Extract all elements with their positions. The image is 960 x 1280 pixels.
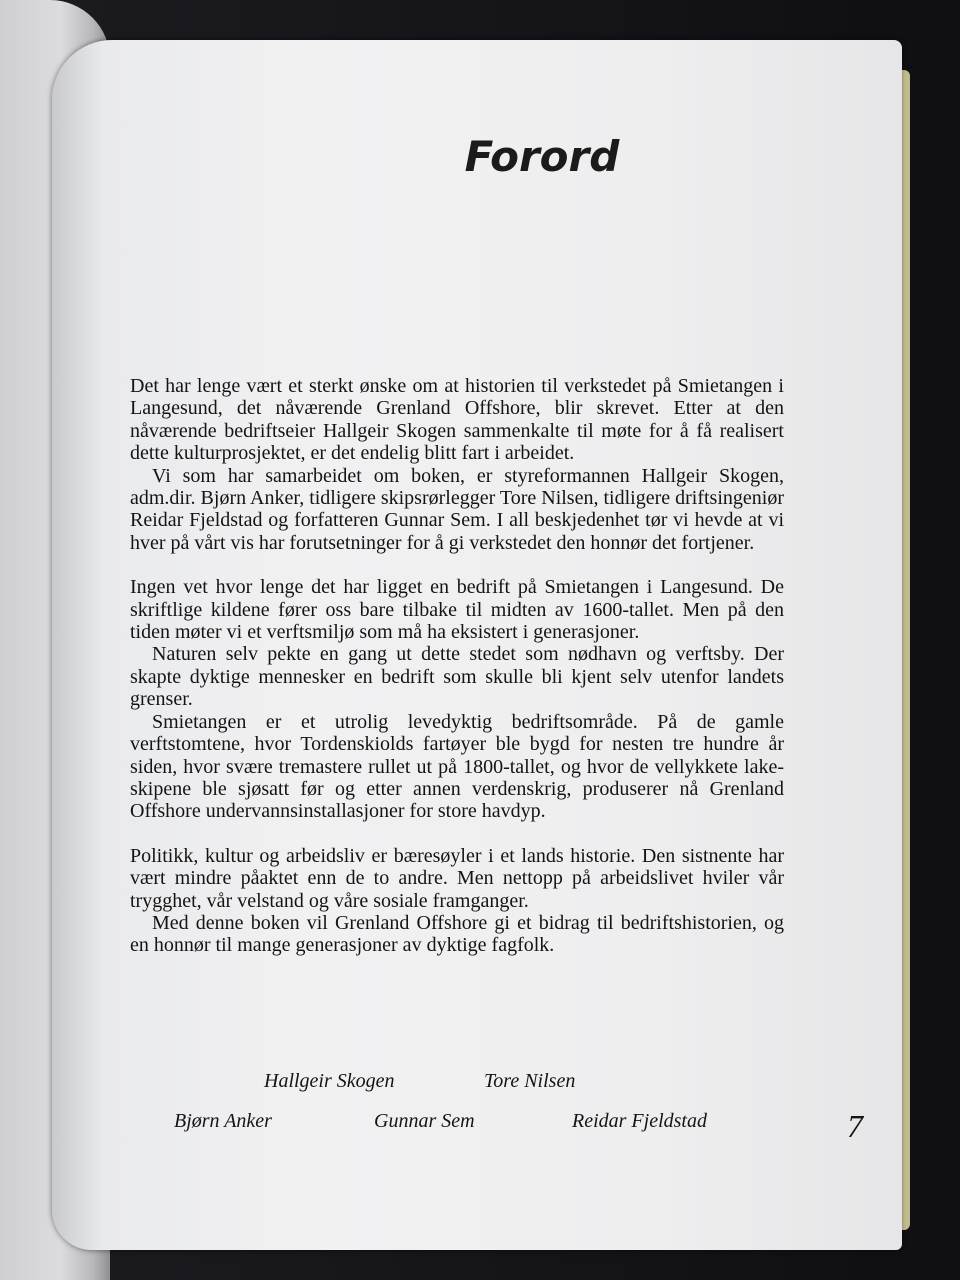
paragraph: Det har lenge vært et sterkt ønske om at historien til verkstedet på Smietangen i Langesund, det nåværende Grenland Offshore, blir skrevet. Etter at den nåværende bedriftseier Hallgeir Skogen sammenkalte til møte for å få realisert dette kulturprosjektet, er det endelig blitt fart i arbeidet. xyxy=(130,375,784,465)
signature-row-2 xyxy=(130,1110,784,1150)
signature-bjorn-anker: Bjørn Anker xyxy=(174,1110,272,1132)
foreword-body xyxy=(130,375,784,957)
paragraph: Naturen selv pekte en gang ut dette stedet som nødhavn og verftsby. Der skapte dyktige mennesker en bedrift som skulle bli kjent selv utenfor landets grenser. xyxy=(130,643,784,711)
page-number: 7 xyxy=(847,1108,863,1144)
signatures xyxy=(130,1070,784,1150)
paragraph: Vi som har samarbeidet om boken, er styreformannen Hallgeir Skogen, adm.dir. Bjørn Anker, tidligere skipsrørlegger Tore Nilsen, tidligere driftsingeniør Reidar Fjeldstad og forfatteren Gunnar Sem. I all beskjedenhet tør vi hevde at vi hver på vårt vis har forutsetninger for å gi verkstedet den honnør det fortjener. xyxy=(130,464,784,554)
signature-reidar-fjeldstad: Reidar Fjeldstad xyxy=(572,1110,707,1132)
page-title: Forord xyxy=(464,132,620,181)
book-page xyxy=(52,40,902,1250)
signature-tore-nilsen: Tore Nilsen xyxy=(484,1070,576,1092)
paragraph: Ingen vet hvor lenge det har ligget en bedrift på Smietangen i Langesund. De skriftlige kildene fører oss bare tilbake til midten av 1600-tallet. Men på den tiden møter vi et verftsmiljø som må ha eksistert i generasjoner. xyxy=(130,576,784,644)
signature-row-1 xyxy=(130,1070,784,1110)
signature-gunnar-sem: Gunnar Sem xyxy=(374,1110,475,1132)
paragraph: Med denne boken vil Grenland Offshore gi et bidrag til bedriftshistorien, og en honnør til mange generasjoner av dyktige fagfolk. xyxy=(130,911,784,957)
paragraph: Politikk, kultur og arbeidsliv er bæresøyler i et lands historie. Den sistnente har vært mindre påaktet enn de to andre. Men nettopp på arbeidslivet hviler vår trygghet, vår velstand og våre sosiale framganger. xyxy=(130,844,784,912)
signature-hallgeir-skogen: Hallgeir Skogen xyxy=(264,1070,395,1092)
paragraph: Smietangen er et utrolig levedyktig bedriftsområde. På de gamle verftstomtene, hvor Tordenskiolds fartøyer ble bygd for nesten tre hundre år siden, hvor svære tremastere rullet ut på 1800-tallet, og hvor de vellykkete lake-skipene ble sjøsatt før og etter annen verdenskrig, produserer nå Grenland Offshore undervannsinstallasjoner for store havdyp. xyxy=(130,710,784,823)
